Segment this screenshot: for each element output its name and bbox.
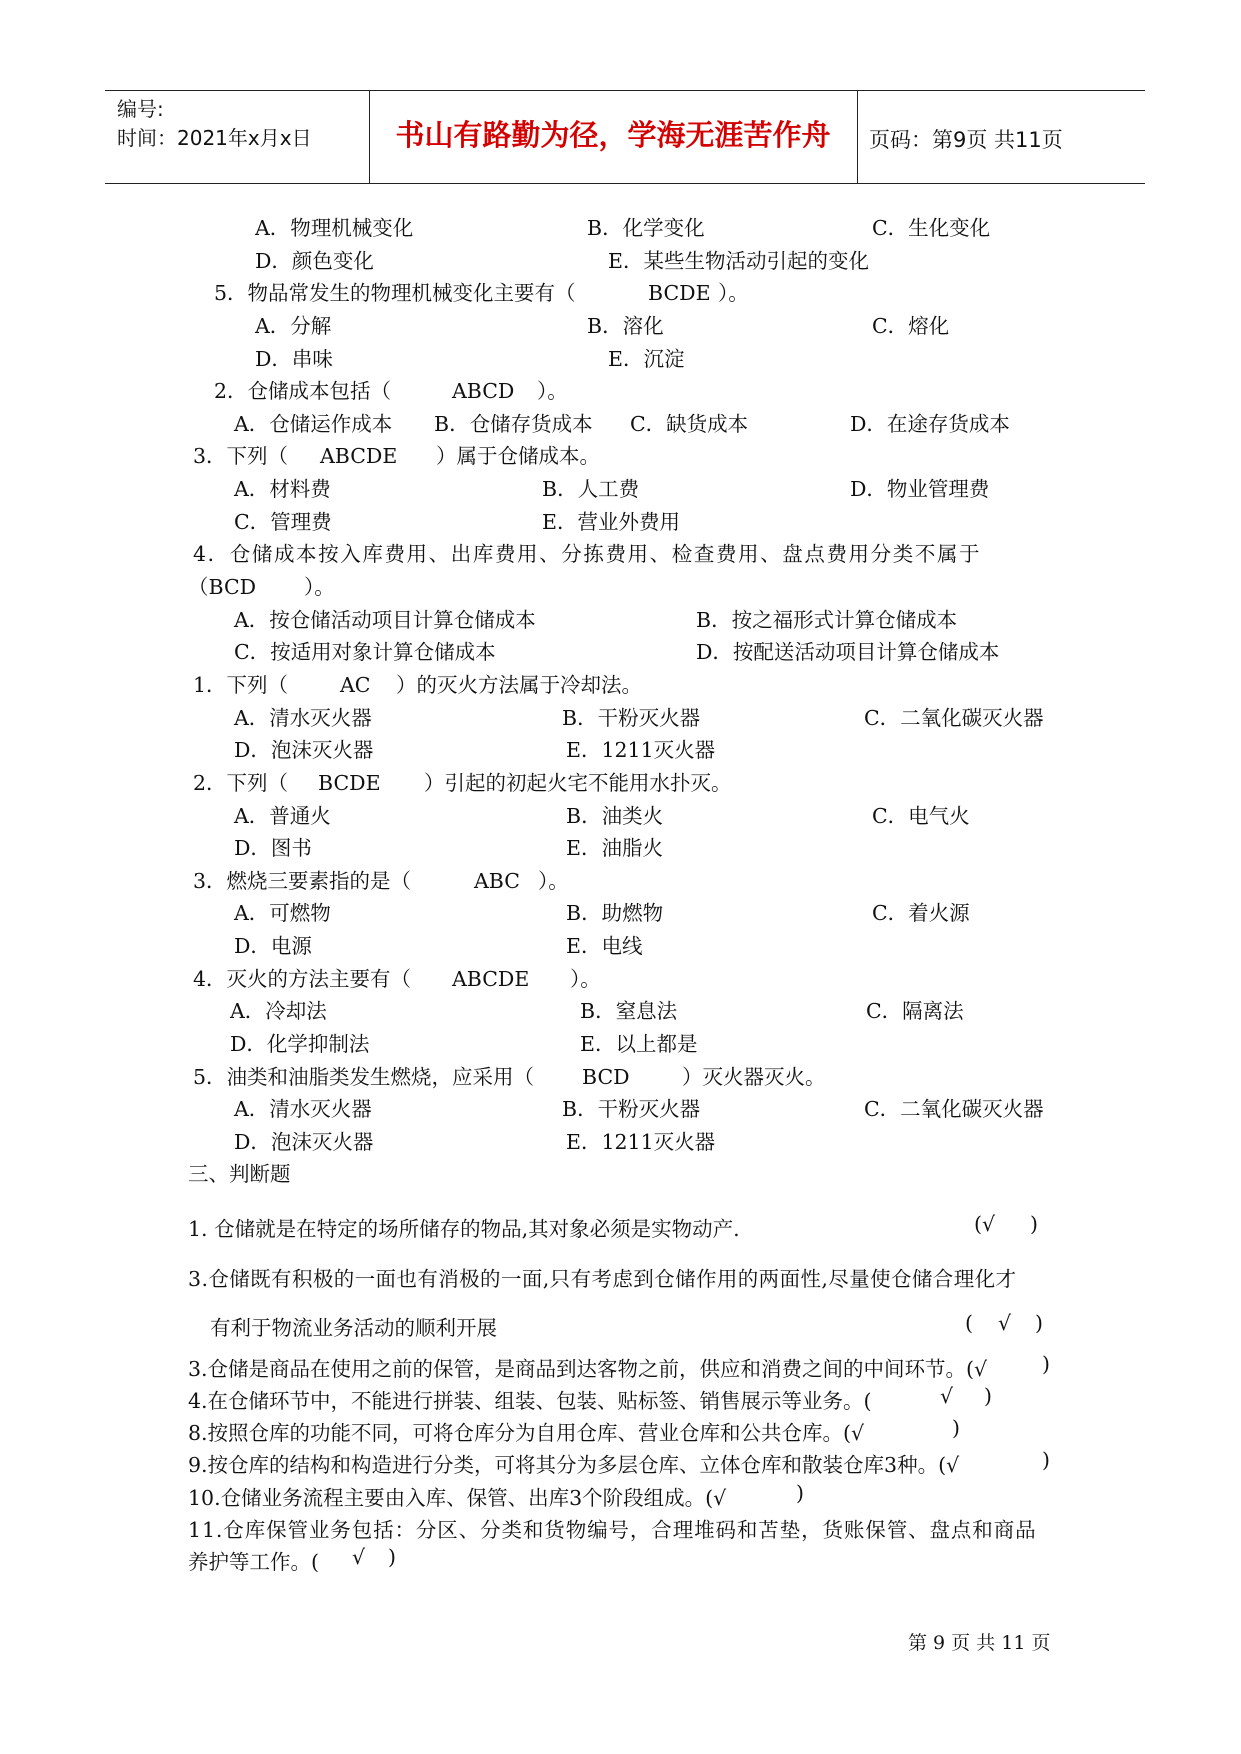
- section-title: 三、判断题: [188, 1162, 291, 1186]
- number-label: 编号:: [117, 97, 164, 121]
- answer: ABCDE: [452, 966, 530, 991]
- question-line: 4．仓储成本按入库费用、出库费用、分拣费用、检查费用、盘点费用分类不属于: [193, 542, 982, 567]
- question-line: A．可燃物 B．助燃物 C．着火源: [234, 901, 970, 926]
- question-line: A．清水灭火器 B．干粉灭火器 C．二氧化碳灭火器: [234, 705, 1044, 730]
- header-page-code: 页码：第9页 共11页: [869, 128, 1063, 152]
- question-line: 5．物品常发生的物理机械变化主要有（ BCDE ）。: [0, 277, 1241, 310]
- time-label: 时间：2021年x月x日: [117, 126, 312, 150]
- question-line: D．化学抑制法 E．以上都是: [230, 1032, 698, 1057]
- answer: ABC: [474, 868, 520, 893]
- question-line: A．普通火 B．油类火 C．电气火: [234, 803, 970, 828]
- question-line: 4．灭火的方法主要有（ ABCDE ）。: [0, 963, 1241, 996]
- answer: AC: [340, 672, 371, 697]
- question-line: D．电源 E．电线: [234, 934, 643, 959]
- page-header: [105, 90, 1145, 184]
- answer: BCD: [582, 1064, 630, 1089]
- question-line: （BCD ）。: [188, 575, 335, 600]
- question-list: [0, 212, 1241, 1159]
- question-line: A．按仓储活动项目计算仓储成本 B．按之福形式计算仓储成本: [234, 607, 958, 632]
- question-line: A．物理机械变化 B．化学变化 C．生化变化: [255, 216, 991, 240]
- question-line: C．按适用对象计算仓储成本 D．按配送活动项目计算仓储成本: [234, 640, 1000, 665]
- question-line: D．颜色变化 E．某些生物活动引起的变化: [255, 248, 869, 273]
- answer: BCDE: [648, 281, 711, 306]
- answer: ABCDE: [320, 444, 398, 469]
- question-line: A．材料费 B．人工费 D．物业管理费: [234, 477, 990, 502]
- question-line: 2．下列（ BCDE ）引起的初起火宅不能用水扑灭。: [0, 767, 1241, 800]
- question-line: A．分解 B．溶化 C．熔化: [255, 313, 950, 338]
- header-divider: [857, 91, 858, 183]
- question-line: 3．下列（ ABCDE ）属于仓储成本。: [0, 440, 1241, 473]
- question-line: C．管理费 E．营业外费用: [234, 509, 680, 534]
- question-line: D．泡沫灭火器 E．1211灭火器: [234, 738, 716, 763]
- question-line: A．冷却法 B．窒息法 C．隔离法: [230, 999, 964, 1024]
- question-line: 1．下列（ AC ）的灭火方法属于冷却法。: [0, 669, 1241, 702]
- answer: BCDE: [318, 770, 381, 795]
- question-line: 2．仓储成本包括（ ABCD ）。: [0, 375, 1241, 408]
- question-line: 5．油类和油脂类发生燃烧，应采用（ BCD ）灭火器灭火。: [0, 1061, 1241, 1094]
- header-motto: 书山有路勤为径，学海无涯苦作舟: [395, 118, 831, 152]
- question-line: A．仓储运作成本 B．仓储存货成本 C．缺货成本 D．在途存货成本: [234, 411, 1010, 436]
- question-line: D．串味 E．沉淀: [255, 346, 685, 371]
- header-left: [117, 95, 312, 153]
- question-line: D．泡沫灭火器 E．1211灭火器: [234, 1129, 716, 1154]
- question-line: A．清水灭火器 B．干粉灭火器 C．二氧化碳灭火器: [234, 1097, 1044, 1122]
- question-line: D．图书 E．油脂火: [234, 836, 663, 861]
- question-line: 3．燃烧三要素指的是（ ABC ）。: [0, 865, 1241, 898]
- answer: ABCD: [452, 379, 515, 404]
- page-footer: 第 9 页 共 11 页: [908, 1632, 1051, 1654]
